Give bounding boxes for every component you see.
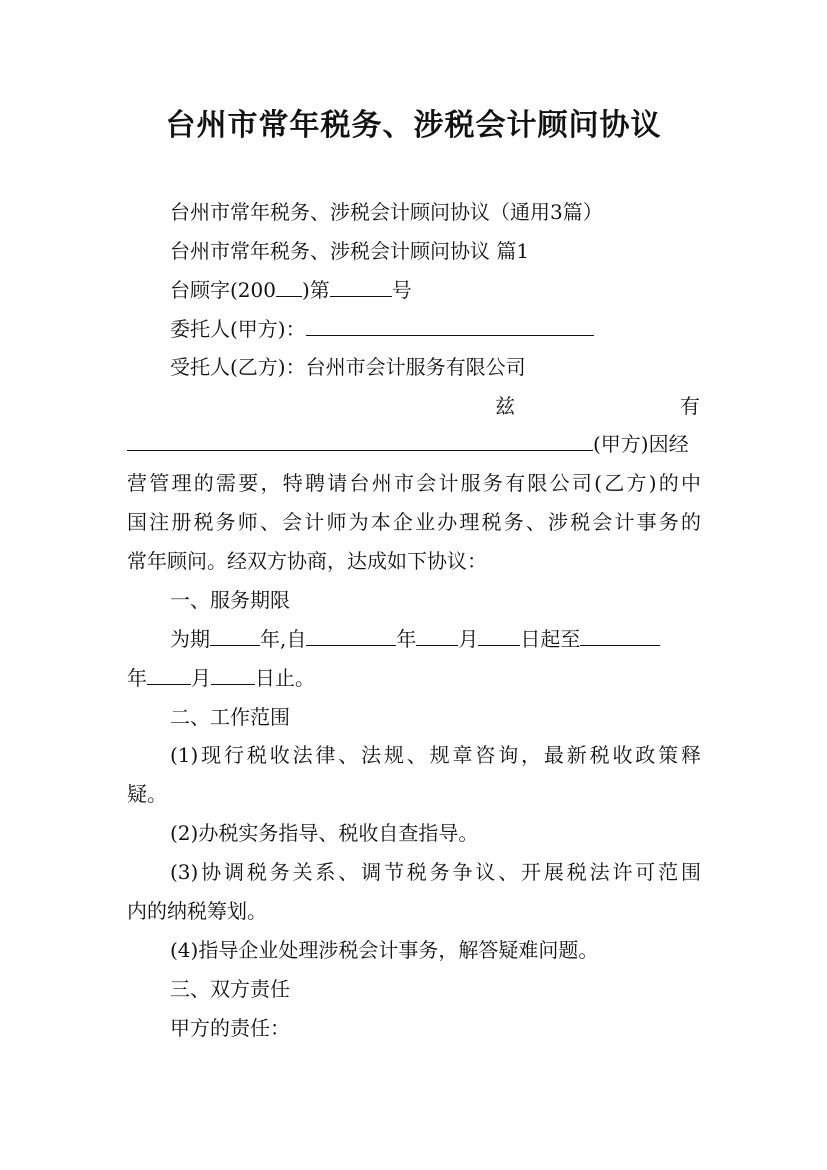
- party-a-name-line: [127, 432, 689, 456]
- start-year-blank: [306, 627, 396, 646]
- ref-prefix: 台顾字(200: [170, 278, 276, 302]
- term-text-3: 年: [396, 627, 417, 651]
- principal-line: [170, 317, 594, 341]
- term-years-blank: [210, 627, 260, 646]
- end-year-blank: [580, 627, 660, 646]
- section-title: 台州市常年税务、涉税会计顾问协议 篇1: [170, 239, 530, 263]
- principal-blank: [306, 317, 594, 336]
- hereby-char-1: 兹: [495, 394, 515, 418]
- document-title: 台州市常年税务、涉税会计顾问协议: [165, 108, 662, 143]
- start-day-blank: [478, 627, 520, 646]
- scope-item-3-line-1: (3)协调税务关系、调节税务争议、开展税法许可范围: [170, 860, 701, 884]
- scope-item-3-line-2: 内的纳税筹划。: [127, 899, 267, 923]
- paragraph-1-line-3: 常年顾问。经双方协商，达成如下协议：: [127, 549, 487, 573]
- paragraph-1-line-1: 营管理的需要，特聘请台州市会计服务有限公司(乙方)的中: [127, 471, 701, 495]
- term-text-6: 年: [127, 666, 147, 690]
- term-text-5: 日起至: [520, 627, 581, 651]
- paragraph-1-line-2: 国注册税务师、会计师为本企业办理税务、涉税会计事务的: [127, 510, 701, 534]
- scope-item-4: (4)指导企业处理涉税会计事务，解答疑难问题。: [170, 938, 599, 962]
- term-text-1: 为期: [170, 627, 210, 651]
- heading-responsibilities: 三、双方责任: [170, 977, 290, 1001]
- ref-year-blank: [276, 278, 302, 297]
- term-line-2: [127, 666, 315, 690]
- principal-label: 委托人(甲方)：: [170, 317, 306, 341]
- party-a-suffix: (甲方)因经: [593, 432, 689, 456]
- hereby-char-2: 有: [680, 394, 700, 418]
- term-text-2: 年,自: [260, 627, 307, 651]
- ref-number-blank: [330, 278, 392, 297]
- scope-item-2: (2)办税实务指导、税收自查指导。: [170, 821, 479, 845]
- party-a-responsibilities-heading: 甲方的责任：: [170, 1016, 290, 1040]
- end-day-blank: [211, 666, 255, 685]
- agent-line: 受托人(乙方)：台州市会计服务有限公司: [170, 355, 526, 379]
- term-text-8: 日止。: [255, 666, 315, 690]
- document-subtitle: 台州市常年税务、涉税会计顾问协议（通用3篇）: [170, 200, 603, 224]
- term-text-7: 月: [191, 666, 211, 690]
- ref-mid: )第: [301, 278, 330, 302]
- ref-suffix: 号: [391, 278, 412, 302]
- end-month-blank: [147, 666, 191, 685]
- scope-item-1-line-1: (1)现行税收法律、法规、规章咨询，最新税收政策释: [170, 743, 701, 767]
- heading-work-scope: 二、工作范围: [170, 705, 290, 729]
- reference-number-line: [170, 278, 412, 302]
- scope-item-1-line-2: 疑。: [127, 782, 167, 806]
- heading-service-term: 一、服务期限: [170, 588, 290, 612]
- term-line-1: [170, 627, 660, 651]
- start-month-blank: [416, 627, 458, 646]
- party-a-name-blank: [127, 432, 593, 451]
- term-text-4: 月: [458, 627, 479, 651]
